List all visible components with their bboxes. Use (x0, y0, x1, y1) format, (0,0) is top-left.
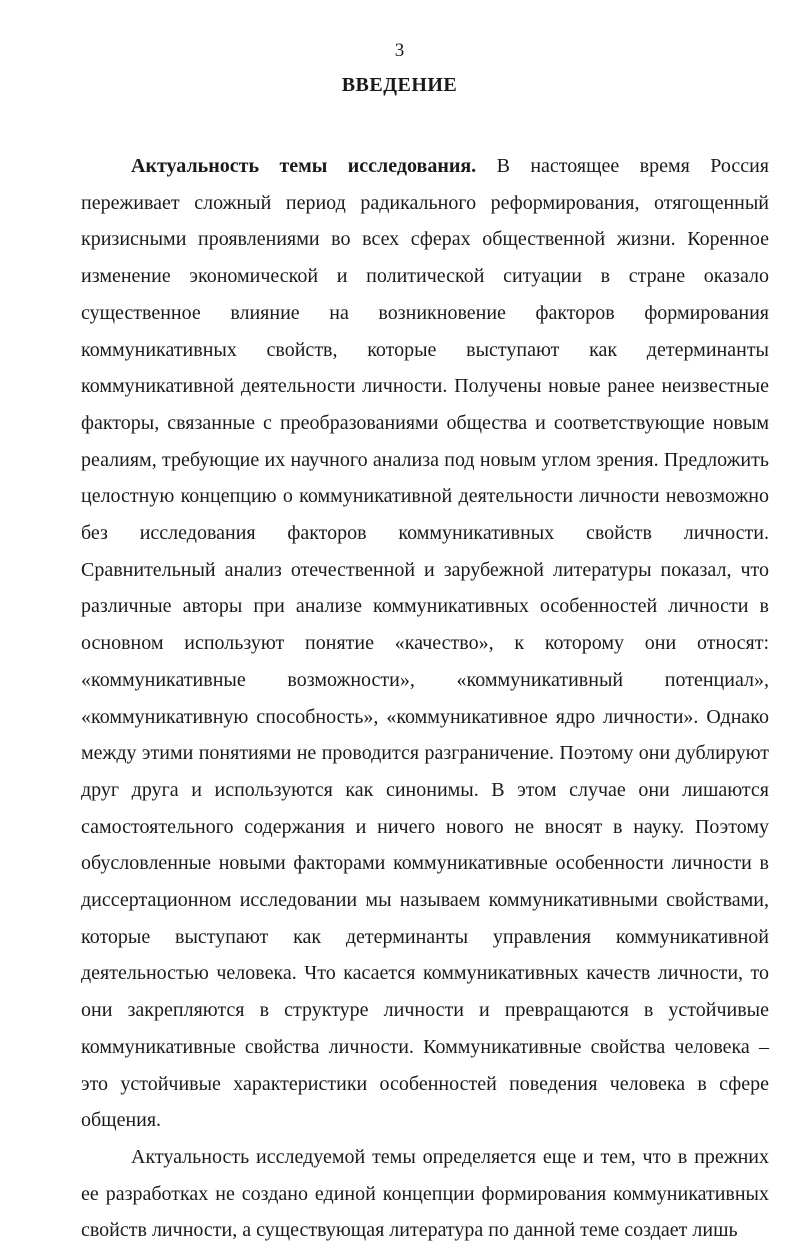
body-text (81, 148, 769, 1249)
page-number: 3 (394, 40, 405, 61)
paragraph-2 (81, 1139, 769, 1249)
paragraph-1-lead: Актуальность темы исследования. (131, 155, 477, 177)
paragraph-1 (81, 148, 769, 1139)
section-heading: ВВЕДЕНИЕ (341, 74, 458, 96)
paragraph-1-text: В настоящее время Россия переживает сложный период радикального реформирования, отягощенный кризисными проявлениями во всех сферах общественной жизни. Коренное изменение экономической и политической ситуации в стране оказало существенное влияние на возникновение факторов формирования коммуникативных свойств, которые выступают как детерминанты коммуникативной деятельности личности. Получены новые ранее неизвестные факторы, связанные с преобразованиями общества и соответствующие новым реалиям, требующие их научного анализа под новым углом зрения. Предложить целостную концепцию о коммуникативной деятельности личности невозможно без исследования факторов коммуникативных свойств личности. Сравнительный анализ отечественной и зарубежной литературы показал, что различные авторы при анализе коммуникативных особенностей личности в основном используют понятие «качество», к которому они относят: «коммуникативные возможности», «коммуникативный потенциал», «коммуникативную способность», «коммуникативное ядро личности». Однако между этими понятиями не проводится разграничение. Поэтому они дублируют друг друга и используются как синонимы. В этом случае они лишаются самостоятельного содержания и ничего нового не вносят в науку. Поэтому обусловленные новыми факторами коммуникативные особенности личности в диссертационном исследовании мы называем коммуникативными свойствами, которые выступают как детерминанты управления коммуникативной деятельностью человека. Что касается коммуникативных качеств личности, то они закрепляются в структуре личности и превращаются в устойчивые коммуникативные свойства личности. Коммуникативные свойства человека – это устойчивые характеристики особенностей поведения человека в сфере общения. (81, 155, 770, 1132)
paragraph-2-text: Актуальность исследуемой темы определяется еще и тем, что в прежних ее разработках не создано единой концепции формирования коммуникативных свойств личности, а существующая литература по данной теме создает лишь (81, 1145, 769, 1242)
